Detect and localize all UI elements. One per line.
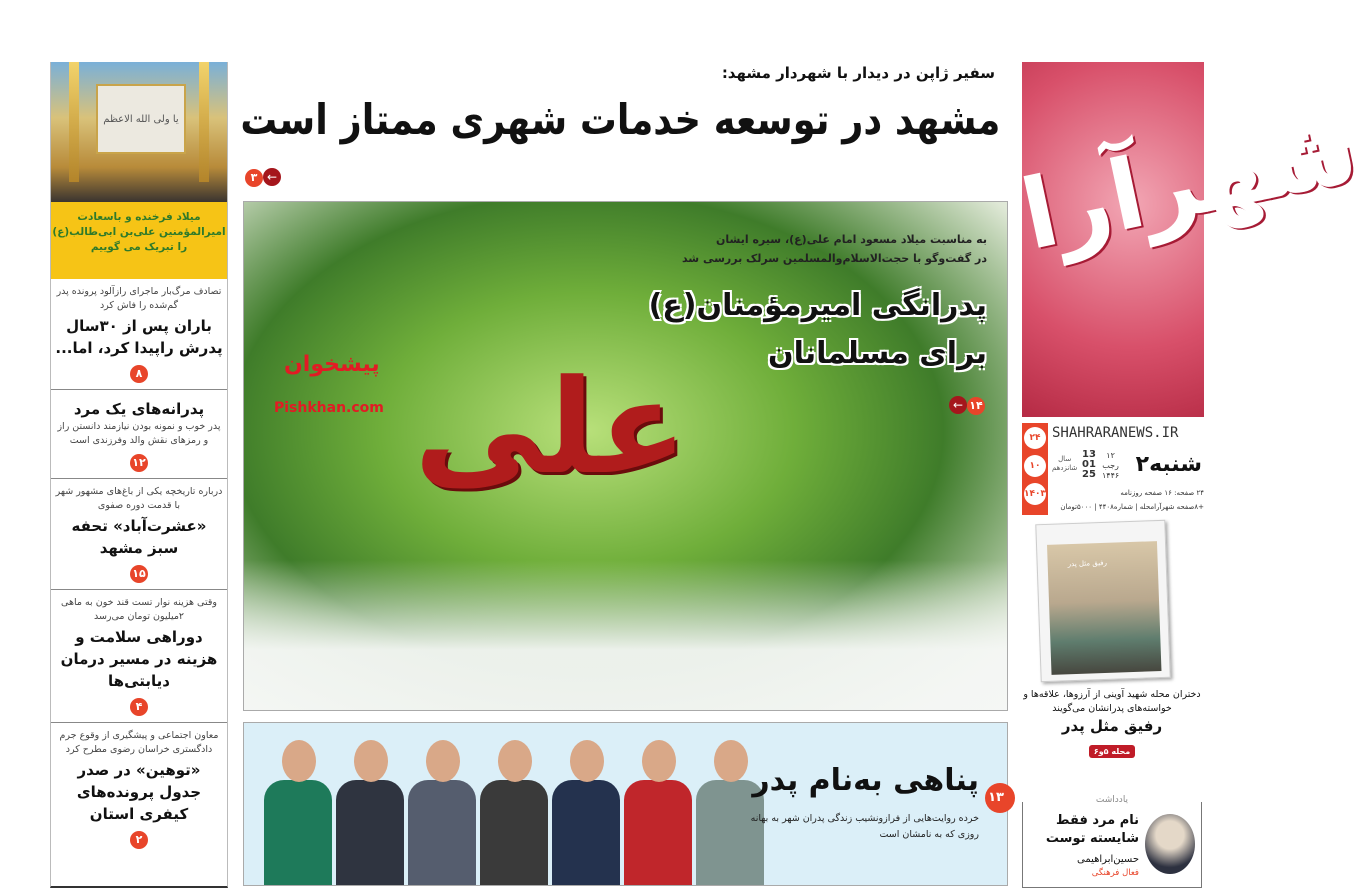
note-headline: نام مرد فقط شایسته توست xyxy=(1045,813,1139,846)
page-badge: ۱۳ xyxy=(985,783,1015,813)
group-photo xyxy=(264,725,774,885)
top-page-ref[interactable]: ۳ ← xyxy=(245,166,281,187)
page-badge: ۱۵ xyxy=(130,565,148,583)
date-gregorian: 13 01 25 xyxy=(1082,449,1096,480)
page-badge: ۱۲ xyxy=(130,454,148,472)
shrine-sign: یا ولی الله الاعظم xyxy=(96,84,186,154)
right-story[interactable]: دختران محله شهید آوینی از آرزوها، علاقه‌ها و خواسته‌های پدرانشان می‌گویند رفیق مثل پدر محله ۵و۶ xyxy=(1023,689,1201,756)
bottom-subtitle: خرده روایت‌هایی از فرازونشیب زندگی پدران شهر به بهانه روزی که به نامشان است xyxy=(750,813,979,840)
ali-calligraphy-logo: علی xyxy=(414,351,688,503)
main-page-ref[interactable]: ← ۱۴ xyxy=(949,394,985,415)
author-name: حسین‌ابراهیمی xyxy=(1077,854,1139,865)
author-avatar xyxy=(1145,814,1195,874)
section-tag: محله ۵و۶ xyxy=(1089,745,1135,758)
opinion-note[interactable]: یادداشت نام مرد فقط شایسته توست حسین‌ابراهیمی فعال فرهنگی xyxy=(1022,802,1202,888)
watermark: پیشخوان xyxy=(284,352,380,377)
main-story[interactable] xyxy=(243,201,1008,711)
arrow-left-icon: ← xyxy=(949,396,967,414)
watermark-url: Pishkhan.com xyxy=(274,400,384,416)
cloud-overlay xyxy=(244,560,1007,710)
left-column xyxy=(50,62,228,888)
fathers-story[interactable] xyxy=(243,722,1008,886)
greeting-caption: میلاد فرخنده و باسعادت امیرالمؤمنین علی‌بن ابی‌طالب(ع) را تبریک می گوییم xyxy=(51,202,227,279)
left-story-4[interactable]: وقتی هزینه نوار تست قند خون به ماهی ۲میلیون تومان می‌رسد دوراهی سلامت و هزینه در مسیر درمان دیابتی‌ها ۴ xyxy=(51,590,227,723)
magazine-thumbnail[interactable]: رفیق مثل پدر xyxy=(1035,520,1170,682)
left-story-2[interactable]: پدرانه‌های یک مرد پدر خوب و نمونه بودن نیازمند دانستن راز و رمزهای نقش والد وفرزندی است ۱۲ xyxy=(51,390,227,479)
arrow-left-icon: ← xyxy=(263,168,281,186)
bottom-headline: پناهی به‌نام پدر xyxy=(752,763,979,798)
left-story-5[interactable]: معاون اجتماعی و پیشگیری از وقوع جرم دادگستری خراسان رضوی مطرح کرد «توهین» در صدر جدول پرونده‌های کیفری استان ۲ xyxy=(51,723,227,855)
page-badge: ۴ xyxy=(130,698,148,716)
left-story-1[interactable]: تصادف مرگ‌بار ماجرای رازآلود پرونده پدر گم‌شده را فاش کرد باران پس از ۳۰سال پدرش راپیدا کرد، اما... ۸ xyxy=(51,279,227,390)
masthead-logo: شهرآرا xyxy=(1022,62,1204,417)
left-story-3[interactable]: درباره تاریخچه یکی از باغ‌های مشهور شهر با قدمت دوره صفوی «عشرت‌آباد» تحفه سبز مشهد ۱۵ xyxy=(51,479,227,590)
site-url[interactable]: SHAHRARANEWS.IR xyxy=(1052,425,1179,441)
page-badge: ۸ xyxy=(130,365,148,383)
top-kicker: سفیر ژاپن در دیدار با شهردار مشهد: xyxy=(721,64,995,82)
author-role: فعال فرهنگی xyxy=(1091,868,1139,878)
date-hijri: ۱۲ رجب ۱۴۴۶ xyxy=(1102,451,1120,480)
main-headline: پدرانگی امیرمؤمنان(ع) برای مسلمانان xyxy=(648,288,987,371)
weekday: ۲شنبه xyxy=(1135,452,1202,477)
main-kicker: به مناسبت میلاد مسعود امام علی(ع)، سیره ایشان در گفت‌وگو با حجت‌الاسلام‌والمسلمین سرلک بررسی شد xyxy=(681,233,987,265)
top-headline[interactable]: مشهد در توسعه خدمات شهری ممتاز است xyxy=(240,95,1000,144)
masthead-info: ۲۴ ۱۰ ۱۴۰۳ SHAHRARANEWS.IR سال شانزدهم 13 01 25 ۱۲ رجب ۱۴۴۶ ۲شنبه ۲۴ صفحه: ۱۶ صفحه روزنامه +۸صفحه شهرآرامحله | شماره۴۴۰۸ | ۵۰۰۰تومان xyxy=(1022,423,1204,515)
page-badge: ۲ xyxy=(130,831,148,849)
